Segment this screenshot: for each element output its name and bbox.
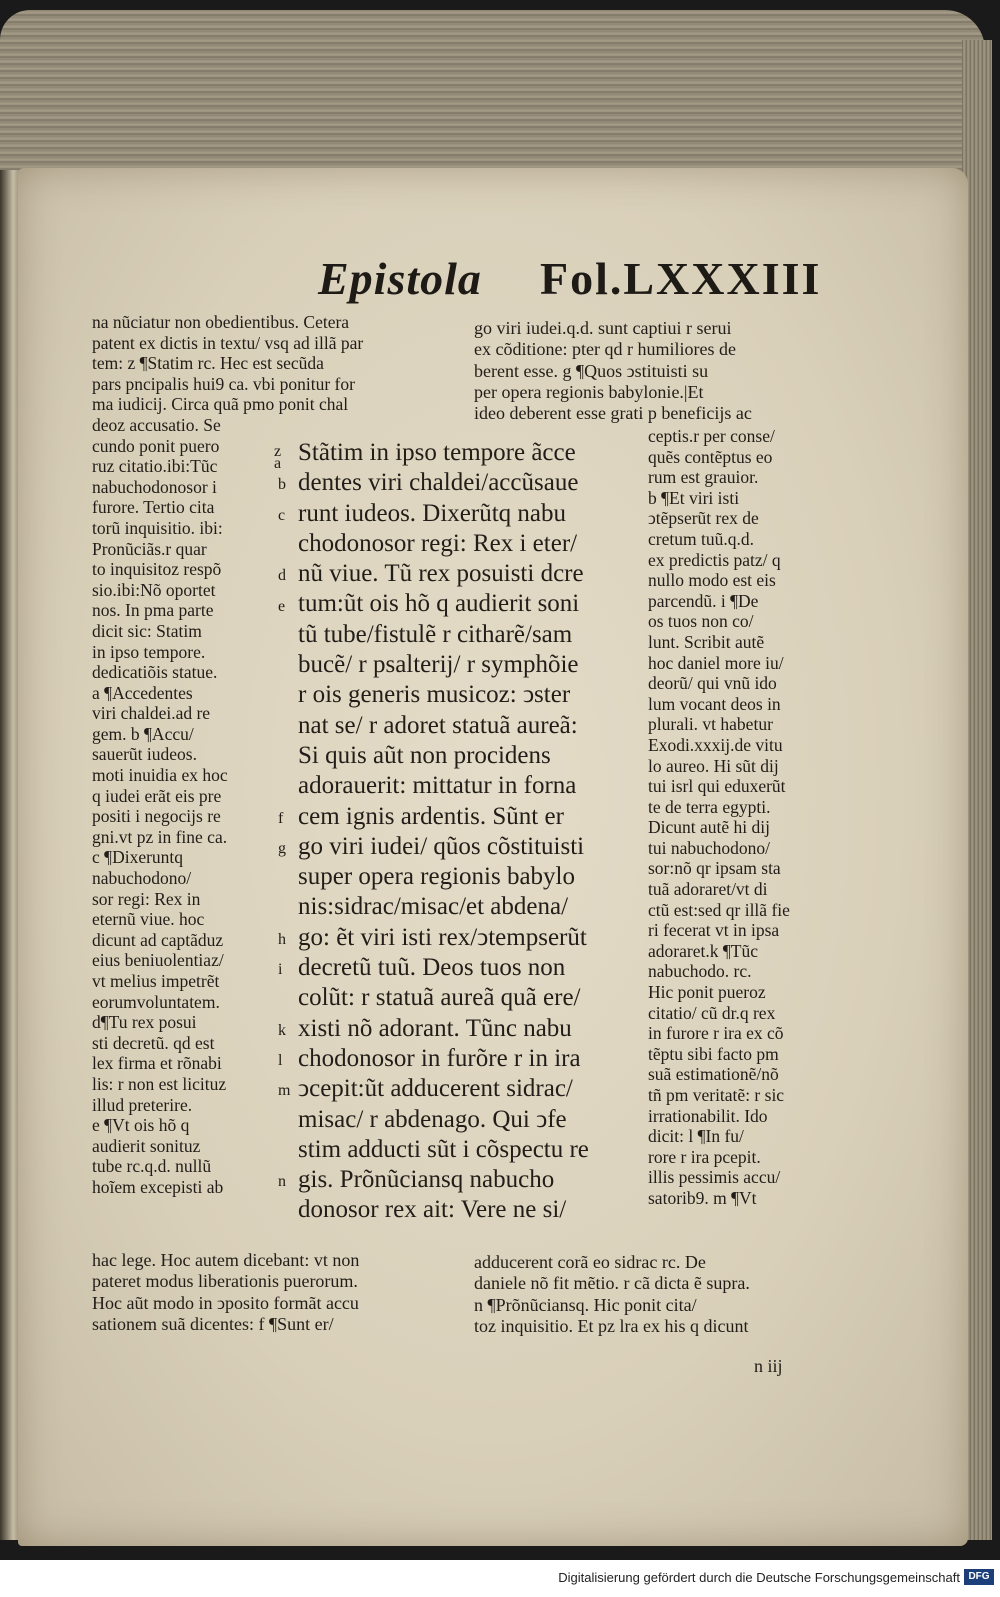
text-line: pateret modus liberationis puerorum. bbox=[92, 1271, 358, 1292]
text-line: lex firma et rõnabi bbox=[92, 1053, 222, 1074]
text-line: xisti nõ adorant. Tũnc nabu bbox=[298, 1014, 572, 1042]
signature-mark: n iij bbox=[754, 1356, 783, 1376]
book-top-edge bbox=[0, 10, 985, 180]
text-line: satorib9. m ¶Vt bbox=[648, 1187, 757, 1208]
text-line: sauerũt iudeos. bbox=[92, 744, 197, 765]
text-line: parcendũ. i ¶De bbox=[648, 590, 759, 611]
text-line: vt melius impetrẽt bbox=[92, 971, 220, 991]
text-line: cundo ponit puero bbox=[92, 435, 220, 456]
text-line: ceptis.r per conse/ bbox=[648, 426, 775, 446]
text-line: citatio/ cũ dr.q rex bbox=[648, 1002, 776, 1023]
text-line: quẽs contẽptus eo bbox=[648, 446, 773, 467]
commentary-bottom-right bbox=[474, 1252, 750, 1337]
text-line: gem. b ¶Accu/ bbox=[92, 723, 194, 744]
gloss-marker: i bbox=[278, 961, 283, 979]
text-line: dicunt ad captãduz bbox=[92, 929, 224, 950]
text-line: tube rc.q.d. nullũ bbox=[92, 1156, 212, 1177]
text-line: ideo deberent esse grati p beneficijs ac bbox=[474, 403, 752, 424]
text-line: eius beniuolentiaz/ bbox=[92, 950, 224, 971]
text-line: Pronũciãs.r quar bbox=[92, 538, 207, 559]
text-line: super opera regionis babylo bbox=[298, 863, 576, 891]
text-line: gni.vt pz in fine ca. bbox=[92, 826, 228, 847]
text-line: go viri iudei/ qũos cõstituisti bbox=[298, 832, 585, 860]
text-line: irrationabilit. Ido bbox=[648, 1105, 768, 1126]
text-line: Dicunt autẽ hi dij bbox=[648, 817, 770, 838]
text-line: deorũ/ qui vnũ ido bbox=[648, 673, 777, 694]
gloss-marker: k bbox=[278, 1021, 286, 1039]
text-line: in ipso tempore. bbox=[92, 641, 206, 662]
text-line: misac/ r abdenago. Qui ↄfe bbox=[298, 1105, 567, 1133]
text-line: nullo modo est eis bbox=[648, 570, 776, 591]
text-line: decretũ tuũ. Deos tuos non bbox=[298, 954, 566, 982]
text-line: bucẽ/ r psalterij/ r symphõie bbox=[298, 651, 579, 679]
text-line: daniele nõ fit mẽtio. r cã dicta ẽ supra. bbox=[474, 1273, 750, 1294]
text-line: per opera regionis babylonie.|Et bbox=[474, 381, 704, 402]
text-line: tui isrl qui eduxerũt bbox=[648, 776, 786, 797]
commentary-bottom-left bbox=[92, 1250, 359, 1335]
text-line: nabuchodonosor i bbox=[92, 476, 217, 497]
biblical-text-column bbox=[298, 438, 589, 1226]
text-line: berent esse. g ¶Quos ↄstituisti su bbox=[474, 360, 709, 381]
text-line: illud preterire. bbox=[92, 1094, 193, 1115]
text-line: dedicatiõis statue. bbox=[92, 662, 218, 683]
text-line: in furore r ira ex cõ bbox=[648, 1023, 784, 1044]
gloss-marker: c bbox=[278, 506, 286, 524]
text-line: sationem suã dicentes: f ¶Sunt er/ bbox=[92, 1313, 334, 1334]
text-line: rore r ira pcepit. bbox=[648, 1146, 761, 1167]
text-line: a ¶Accedentes bbox=[92, 682, 193, 703]
gloss-marker: h bbox=[278, 930, 286, 948]
text-line: sor regi: Rex in bbox=[92, 888, 201, 909]
text-line: nat se/ r adoret statuã aureã: bbox=[298, 711, 578, 739]
text-line: nabuchodono/ bbox=[92, 868, 192, 889]
text-line: tem: z ¶Statim rc. Hec est secũda bbox=[92, 353, 324, 374]
footer-bar bbox=[0, 1560, 1000, 1597]
text-line: nos. In pma parte bbox=[92, 600, 214, 621]
gloss-marker: f bbox=[278, 809, 284, 827]
text-line: illis pessimis accu/ bbox=[648, 1167, 781, 1188]
text-line: b ¶Et viri isti bbox=[648, 487, 740, 508]
text-line: stim adducti sũt i cõspectu re bbox=[298, 1135, 589, 1163]
text-line: Si quis aũt non procidens bbox=[298, 741, 551, 769]
text-line: q iudei erãt eis pre bbox=[92, 785, 222, 806]
text-line: Stãtim in ipso tempore ãcce bbox=[298, 439, 576, 466]
dfg-logo: DFG bbox=[964, 1569, 994, 1585]
gloss-marker: n bbox=[278, 1173, 286, 1191]
text-line: moti inuidia ex hoc bbox=[92, 765, 228, 786]
text-line: donosor rex ait: Vere ne si/ bbox=[298, 1196, 567, 1224]
text-line: chodonosor regi: Rex i eter/ bbox=[298, 529, 578, 557]
text-line: go: ẽt viri isti rex/ↄtempserũt bbox=[298, 923, 587, 951]
text-line: na nũciatur non obedientibus. Cetera bbox=[92, 312, 350, 332]
text-line: adoraret.k ¶Tũc bbox=[648, 940, 758, 961]
folio-number: Fol.LXXXIII bbox=[540, 253, 822, 304]
gloss-marker: l bbox=[278, 1052, 283, 1069]
text-line: tum:ũt ois hõ q audierit soni bbox=[298, 590, 580, 618]
text-line: adorauerit: mittatur in forna bbox=[298, 772, 577, 800]
gloss-marker: m bbox=[278, 1082, 291, 1100]
text-line: runt iudeos. Dixerũtq nabu bbox=[298, 499, 567, 527]
text-line: ctũ est:sed qr illã fie bbox=[648, 899, 790, 920]
text-line: ma iudicij. Circa quã pmo ponit chal bbox=[92, 394, 349, 415]
text-line: suã estimationẽ/nõ bbox=[648, 1064, 779, 1085]
text-line: Exodi.xxxij.de vitu bbox=[648, 734, 783, 755]
text-line: lis: r non est licituz bbox=[92, 1073, 227, 1094]
text-line: positi i negocijs re bbox=[92, 806, 221, 827]
text-line: dicit sic: Statim bbox=[92, 620, 202, 641]
text-line: deoz accusatio. Se bbox=[92, 414, 221, 435]
commentary-column-right bbox=[648, 426, 790, 1209]
text-line: go viri iudei.q.d. sunt captiui r serui bbox=[474, 318, 732, 338]
text-line: te de terra egypti. bbox=[648, 796, 771, 817]
text-line: n ¶Prõnũciansq. Hic ponit cita/ bbox=[474, 1294, 697, 1315]
text-line: pars pncipalis hui9 ca. vbi ponitur for bbox=[92, 373, 355, 394]
text-line: ex predictis patz/ q bbox=[648, 549, 781, 570]
text-line: lunt. Scribit autẽ bbox=[648, 631, 765, 652]
text-line: nabuchodo. rc. bbox=[648, 961, 752, 982]
text-line: ↄcepit:ũt adducerent sidrac/ bbox=[298, 1075, 573, 1103]
text-line: tñ pm veritatẽ: r sic bbox=[648, 1085, 785, 1105]
text-line: dentes viri chaldei/accũsaue bbox=[298, 469, 579, 497]
running-head-title: Epistola bbox=[318, 253, 482, 304]
text-line: ri fecerat vt in ipsa bbox=[648, 920, 780, 941]
text-line: adducerent corã eo sidrac rc. De bbox=[474, 1252, 706, 1272]
gloss-marker: g bbox=[278, 839, 286, 857]
funding-credit: Digitalisierung gefördert durch die Deutsche Forschungsgemeinschaft bbox=[558, 1570, 960, 1585]
text-line: cretum tuũ.q.d. bbox=[648, 528, 754, 549]
text-line: colũt: r statuã aureã quã ere/ bbox=[298, 984, 581, 1012]
text-line: viri chaldei.ad re bbox=[92, 703, 211, 724]
text-line: chodonosor in furõre r in ira bbox=[298, 1044, 581, 1072]
text-line: furore. Tertio cita bbox=[92, 497, 215, 518]
text-line: sor:nõ qr ipsam sta bbox=[648, 858, 781, 879]
text-line: r ois generis musicoz: ↄster bbox=[298, 681, 571, 709]
text-line: lum vocant deos in bbox=[648, 693, 781, 714]
text-line: hoĩem excepisti ab bbox=[92, 1176, 224, 1197]
gloss-marker: b bbox=[278, 476, 286, 494]
text-line: sti decretũ. qd est bbox=[92, 1032, 215, 1053]
text-line: os tuos non co/ bbox=[648, 611, 754, 632]
text-line: tẽptu sibi facto pm bbox=[648, 1043, 779, 1064]
text-line: to inquisitoz respõ bbox=[92, 559, 222, 580]
text-line: audierit sonituz bbox=[92, 1135, 201, 1156]
text-line: sio.ibi:Nõ oportet bbox=[92, 579, 216, 600]
text-line: lo aureo. Hi sũt dij bbox=[648, 755, 779, 776]
text-line: eternũ viue. hoc bbox=[92, 909, 205, 930]
gloss-marker: e bbox=[278, 597, 286, 615]
text-line: rum est grauior. bbox=[648, 467, 759, 488]
text-line: nis:sidrac/misac/et abdena/ bbox=[298, 893, 569, 921]
text-line: d¶Tu rex posui bbox=[92, 1012, 197, 1033]
text-line: Hic ponit pueroz bbox=[648, 982, 766, 1003]
commentary-column-middle-top bbox=[474, 318, 752, 424]
text-line: tuã adoraret/vt di bbox=[648, 879, 768, 900]
text-line: hac lege. Hoc autem dicebant: vt non bbox=[92, 1250, 360, 1270]
text-line: ex cõditione: pter qd r humiliores de bbox=[474, 339, 736, 360]
text-line: cem ignis ardentis. Sũnt er bbox=[298, 802, 564, 830]
text-line: dicit: l ¶In fu/ bbox=[648, 1126, 744, 1147]
text-line: torũ inquisitio. ibi: bbox=[92, 517, 223, 538]
text-line: patent ex dictis in textu/ vsq ad illã par bbox=[92, 332, 364, 353]
text-line: eorumvoluntatem. bbox=[92, 991, 220, 1012]
text-line: nũ viue. Tũ rex posuisti dcre bbox=[298, 560, 584, 588]
text-line: hoc daniel more iu/ bbox=[648, 652, 784, 673]
text-line: tũ tube/fistulẽ r citharẽ/sam bbox=[298, 620, 573, 648]
text-line: tui nabuchodono/ bbox=[648, 837, 770, 858]
gloss-marker: z a bbox=[274, 443, 282, 472]
text-line: e ¶Vt ois hõ q bbox=[92, 1115, 190, 1136]
text-line: gis. Prõnũciansq nabucho bbox=[298, 1166, 555, 1194]
text-line: c ¶Dixeruntq bbox=[92, 847, 184, 868]
text-line: ruz citatio.ibi:Tũc bbox=[92, 456, 218, 477]
text-line: toz inquisitio. Et pz lra ex his q dicunt bbox=[474, 1315, 749, 1336]
gloss-marker: d bbox=[278, 567, 286, 585]
text-line: ↄtẽpserũt rex de bbox=[648, 508, 759, 529]
text-line: plurali. vt habetur bbox=[648, 714, 773, 735]
text-line: Hoc aũt modo in ↄposito formãt accu bbox=[92, 1292, 359, 1313]
